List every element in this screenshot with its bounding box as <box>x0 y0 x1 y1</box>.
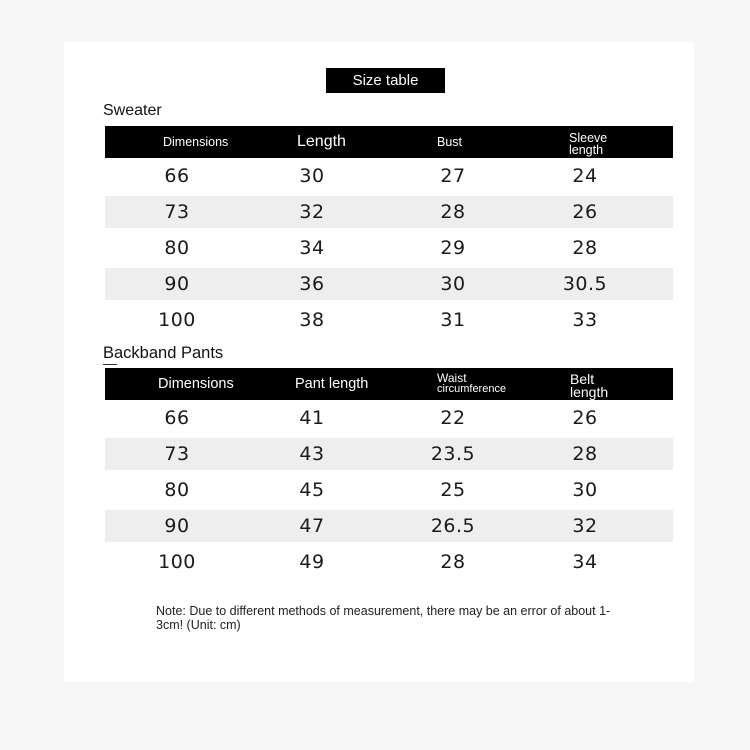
pants-header-belt-line-2: length <box>570 384 609 400</box>
pant-length-cell: 47 <box>299 515 325 537</box>
waist-cell: 26.5 <box>430 515 476 537</box>
sleeve-length-cell: 30.5 <box>562 273 608 295</box>
dimension-cell: 73 <box>164 201 190 223</box>
belt-length-cell: 28 <box>572 443 598 465</box>
length-cell: 36 <box>299 273 325 295</box>
pants-size-table <box>105 368 673 580</box>
pants-header-pant-length: Pant length <box>295 376 369 392</box>
dimension-cell: 73 <box>164 443 190 465</box>
sweater-header-sleeve-line-1: Sleeve <box>569 131 608 145</box>
dimension-cell: 66 <box>164 165 190 187</box>
sweater-size-table <box>105 126 673 338</box>
sweater-header-length: Length <box>297 133 346 150</box>
length-cell: 32 <box>299 201 325 223</box>
size-table-title: Size table <box>326 68 445 93</box>
pants-header-waist-circumference <box>437 368 506 400</box>
dimension-cell: 100 <box>158 551 196 573</box>
table-row <box>105 158 673 194</box>
pants-section-label: Backband Pants <box>103 344 224 362</box>
waist-cell: 23.5 <box>430 443 476 465</box>
bust-cell: 28 <box>440 201 466 223</box>
table-row <box>105 230 673 266</box>
table-row <box>105 302 673 338</box>
bust-cell: 29 <box>440 237 466 259</box>
table-row <box>105 508 673 544</box>
pant-length-cell: 49 <box>299 551 325 573</box>
dimension-cell: 80 <box>164 479 190 501</box>
decorative-stroke <box>103 364 117 365</box>
table-row <box>105 266 673 302</box>
sleeve-length-cell: 33 <box>572 309 598 331</box>
pants-header-belt-line-1: Belt <box>570 371 595 387</box>
table-row <box>105 400 673 436</box>
pants-header-waist-line-2: circumference <box>437 383 507 395</box>
waist-cell: 22 <box>440 407 466 429</box>
dimension-cell: 66 <box>164 407 190 429</box>
pants-table-header <box>105 368 673 400</box>
sleeve-length-cell: 24 <box>572 165 598 187</box>
bust-cell: 31 <box>440 309 466 331</box>
table-row <box>105 544 673 580</box>
sweater-header-sleeve-length <box>569 126 607 160</box>
pants-header-dimensions: Dimensions <box>158 376 234 392</box>
pants-header-belt-length <box>570 368 608 402</box>
belt-length-cell: 32 <box>572 515 598 537</box>
belt-length-cell: 34 <box>572 551 598 573</box>
pant-length-cell: 43 <box>299 443 325 465</box>
dimension-cell: 90 <box>164 515 190 537</box>
sleeve-length-cell: 28 <box>572 237 598 259</box>
pants-header-waist-line-1: Waist <box>437 371 467 385</box>
sleeve-length-cell: 26 <box>572 201 598 223</box>
waist-cell: 28 <box>440 551 466 573</box>
pant-length-cell: 45 <box>299 479 325 501</box>
bust-cell: 30 <box>440 273 466 295</box>
table-row <box>105 194 673 230</box>
bust-cell: 27 <box>440 165 466 187</box>
dimension-cell: 100 <box>158 309 196 331</box>
table-row <box>105 472 673 508</box>
table-row <box>105 436 673 472</box>
length-cell: 38 <box>299 309 325 331</box>
sweater-table-header <box>105 126 673 158</box>
length-cell: 34 <box>299 237 325 259</box>
measurement-note: Note: Due to different methods of measurement, there may be an error of about 1-3cm! (Unit: cm) <box>156 604 611 632</box>
pant-length-cell: 41 <box>299 407 325 429</box>
length-cell: 30 <box>299 165 325 187</box>
dimension-cell: 80 <box>164 237 190 259</box>
sweater-header-dimensions: Dimensions <box>163 135 229 149</box>
sweater-header-sleeve-line-2: length <box>569 143 604 157</box>
sweater-section-label: Sweater <box>103 102 162 119</box>
belt-length-cell: 30 <box>572 479 598 501</box>
belt-length-cell: 26 <box>572 407 598 429</box>
waist-cell: 25 <box>440 479 466 501</box>
dimension-cell: 90 <box>164 273 190 295</box>
sweater-header-bust: Bust <box>437 135 463 149</box>
